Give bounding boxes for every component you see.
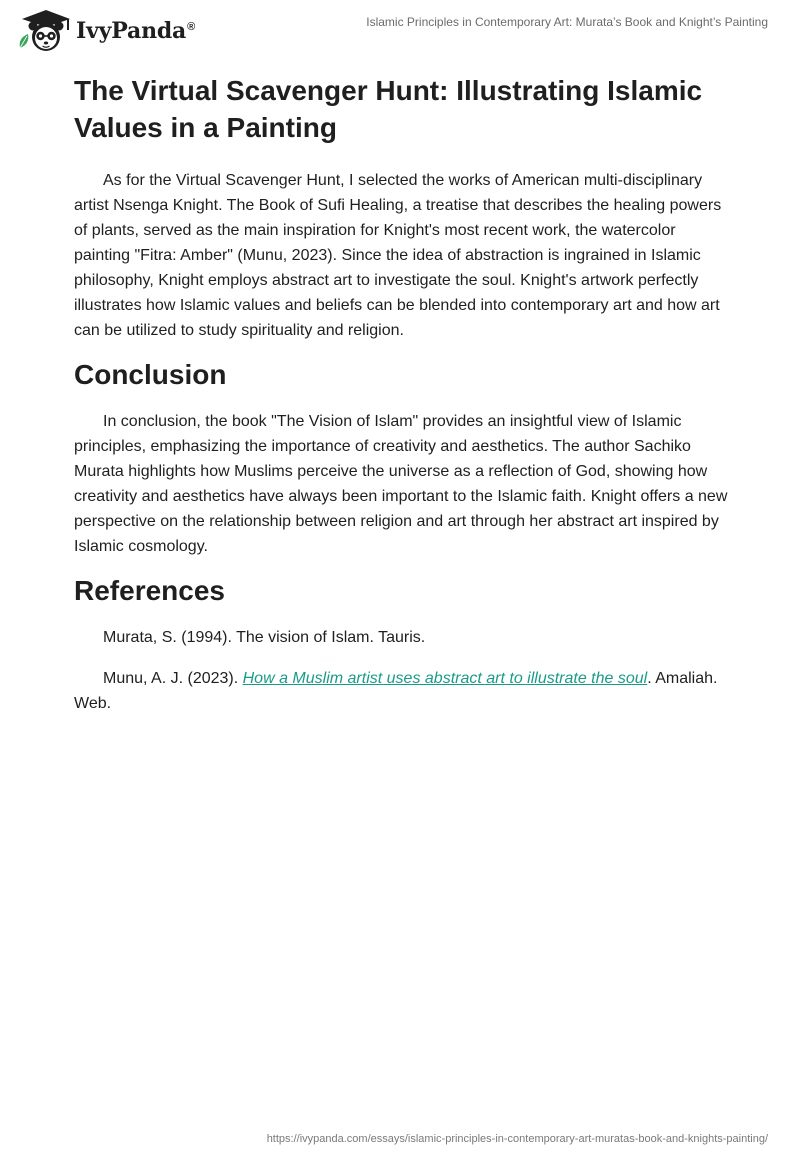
section-virtual-scavenger-hunt xyxy=(74,72,734,343)
reference-munu xyxy=(74,666,734,716)
reference-munu-link[interactable]: How a Muslim artist uses abstract art to illustrate the soul xyxy=(242,670,648,687)
section-heading-hunt: The Virtual Scavenger Hunt: Illustrating Islamic Values in a Painting xyxy=(74,75,703,143)
registered-mark: ® xyxy=(187,20,196,33)
document-title: Islamic Principles in Contemporary Art: Murata’s Book and Knight’s Painting xyxy=(366,15,768,29)
brand-name: IvyPanda® xyxy=(76,18,196,44)
ivypanda-logo[interactable] xyxy=(16,8,195,54)
paragraph-hunt: As for the Virtual Scavenger Hunt, I selected the works of American multi-disciplinary artist Nsenga Knight. The Book of Sufi Healing, a treatise that describes the healing powers of plants, served as the main inspiration for Knight's most recent work, the watercolor painting "Fitra: Amber" (Munu, 2023). Since the idea of abstraction is ingrained in Islamic philosophy, Knight employs abstract art to investigate the soul. Knight's artwork perfectly illustrates how Islamic values and beliefs can be blended into contemporary art and how art can be utilized to study spirituality and religion. xyxy=(74,172,722,339)
reference-munu-suffix: . Amaliah. Web. xyxy=(74,670,718,712)
panda-graduate-icon xyxy=(16,8,74,54)
paragraph-conclusion: In conclusion, the book "The Vision of Islam" provides an insightful view of Islamic principles, emphasizing the importance of creativity and aesthetics. The author Sachiko Murata highlights how Muslims perceive the universe as a reflection of God, showing how creativity and aesthetics have always been important to the Islamic faith. Knight offers a new perspective on the relationship between religion and art through her abstract art inspired by Islamic cosmology. xyxy=(74,413,728,555)
essay-content xyxy=(74,72,734,732)
footer-url[interactable]: https://ivypanda.com/essays/islamic-principles-in-contemporary-art-muratas-book-and-knights-painting/ xyxy=(266,1133,768,1145)
section-conclusion xyxy=(74,357,734,559)
section-heading-references: References xyxy=(74,575,225,606)
section-heading-conclusion: Conclusion xyxy=(74,359,227,390)
reference-munu-prefix: Munu, A. J. (2023). xyxy=(103,670,243,687)
reference-murata: Murata, S. (1994). The vision of Islam. Tauris. xyxy=(103,629,426,646)
section-references xyxy=(74,573,734,716)
page-header xyxy=(0,0,800,64)
